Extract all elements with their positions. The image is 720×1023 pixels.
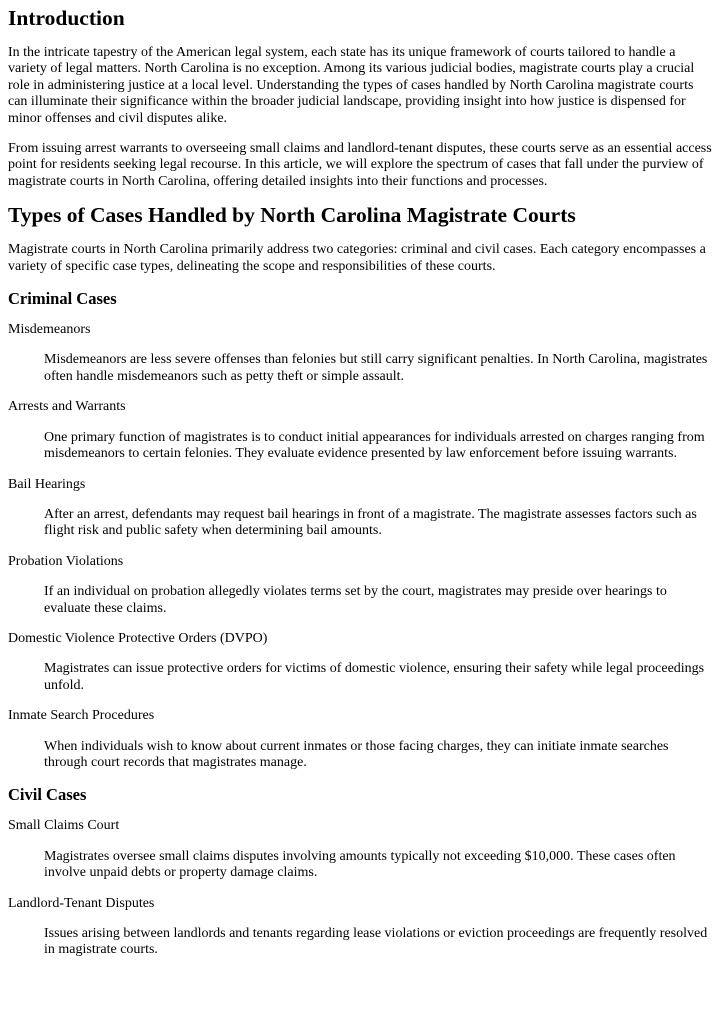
article (0, 6, 720, 959)
case-type-term: Arrests and Warrants (8, 399, 126, 415)
intro-paragraph: In the intricate tapestry of the American legal system, each state has its unique framework of courts tailored to handle a variety of legal matters. North Carolina is no exception. Among its various judicial bodies, magistrate courts play a crucial role in administering justice at a local level. Understanding the types of cases handled by North Carolina magistrate courts can illuminate their significance within the broader judicial landscape, providing insight into how justice is dispensed for minor offenses and civil disputes alike. (8, 45, 695, 126)
civil-cases-heading: Civil Cases (8, 785, 87, 805)
case-type-description: If an individual on probation allegedly violates terms set by the court, magistrates may preside over hearings to evaluate these claims. (44, 584, 667, 616)
types-paragraph: Magistrate courts in North Carolina primarily address two categories: criminal and civil cases. Each category encompasses a variety of specific case types, delineating the scope and responsibilities of these courts. (8, 242, 706, 274)
case-type-description: One primary function of magistrates is to conduct initial appearances for individuals arrested on charges ranging from misdemeanors to certain felonies. They evaluate evidence presented by law enforcement before issuing warrants. (44, 429, 705, 462)
intro-paragraph: From issuing arrest warrants to overseeing small claims and landlord-tenant disputes, these courts serve as an essential access point for residents seeking legal recourse. In this article, we will explore the spectrum of cases that fall under the purview of magistrate courts in North Carolina, offering detailed insights into their functions and processes. (8, 141, 712, 189)
criminal-cases-list (8, 322, 712, 771)
intro-heading: Introduction (8, 6, 125, 30)
types-heading: Types of Cases Handled by North Carolina Magistrate Courts (8, 203, 576, 228)
civil-cases-list (8, 818, 712, 958)
case-type-term: Probation Violations (8, 553, 124, 569)
case-type-term: Small Claims Court (8, 818, 120, 834)
case-type-description: When individuals wish to know about current inmates or those facing charges, they can initiate inmate searches through court records that magistrates manage. (44, 738, 669, 770)
case-type-description: Magistrates oversee small claims disputes involving amounts typically not exceeding $10,000. These cases often involve unpaid debts or property damage claims. (44, 848, 676, 881)
case-type-term: Domestic Violence Protective Orders (DVPO) (8, 630, 268, 646)
case-type-description: Issues arising between landlords and tenants regarding lease violations or eviction proceedings are frequently resolved in magistrate courts. (44, 926, 708, 958)
criminal-cases-heading: Criminal Cases (8, 289, 117, 309)
case-type-description: After an arrest, defendants may request bail hearings in front of a magistrate. The magistrate assesses factors such as flight risk and public safety when determining bail amounts. (44, 506, 697, 539)
case-type-description: Misdemeanors are less severe offenses than felonies but still carry significant penalties. In North Carolina, magistrates often handle misdemeanors such as petty theft or simple assault. (44, 352, 708, 384)
case-type-term: Landlord-Tenant Disputes (8, 895, 155, 911)
case-type-term: Misdemeanors (8, 322, 91, 338)
case-type-term: Bail Hearings (8, 476, 86, 492)
case-type-term: Inmate Search Procedures (8, 708, 155, 724)
case-type-description: Magistrates can issue protective orders for victims of domestic violence, ensuring their safety while legal proceedings unfold. (44, 661, 705, 693)
